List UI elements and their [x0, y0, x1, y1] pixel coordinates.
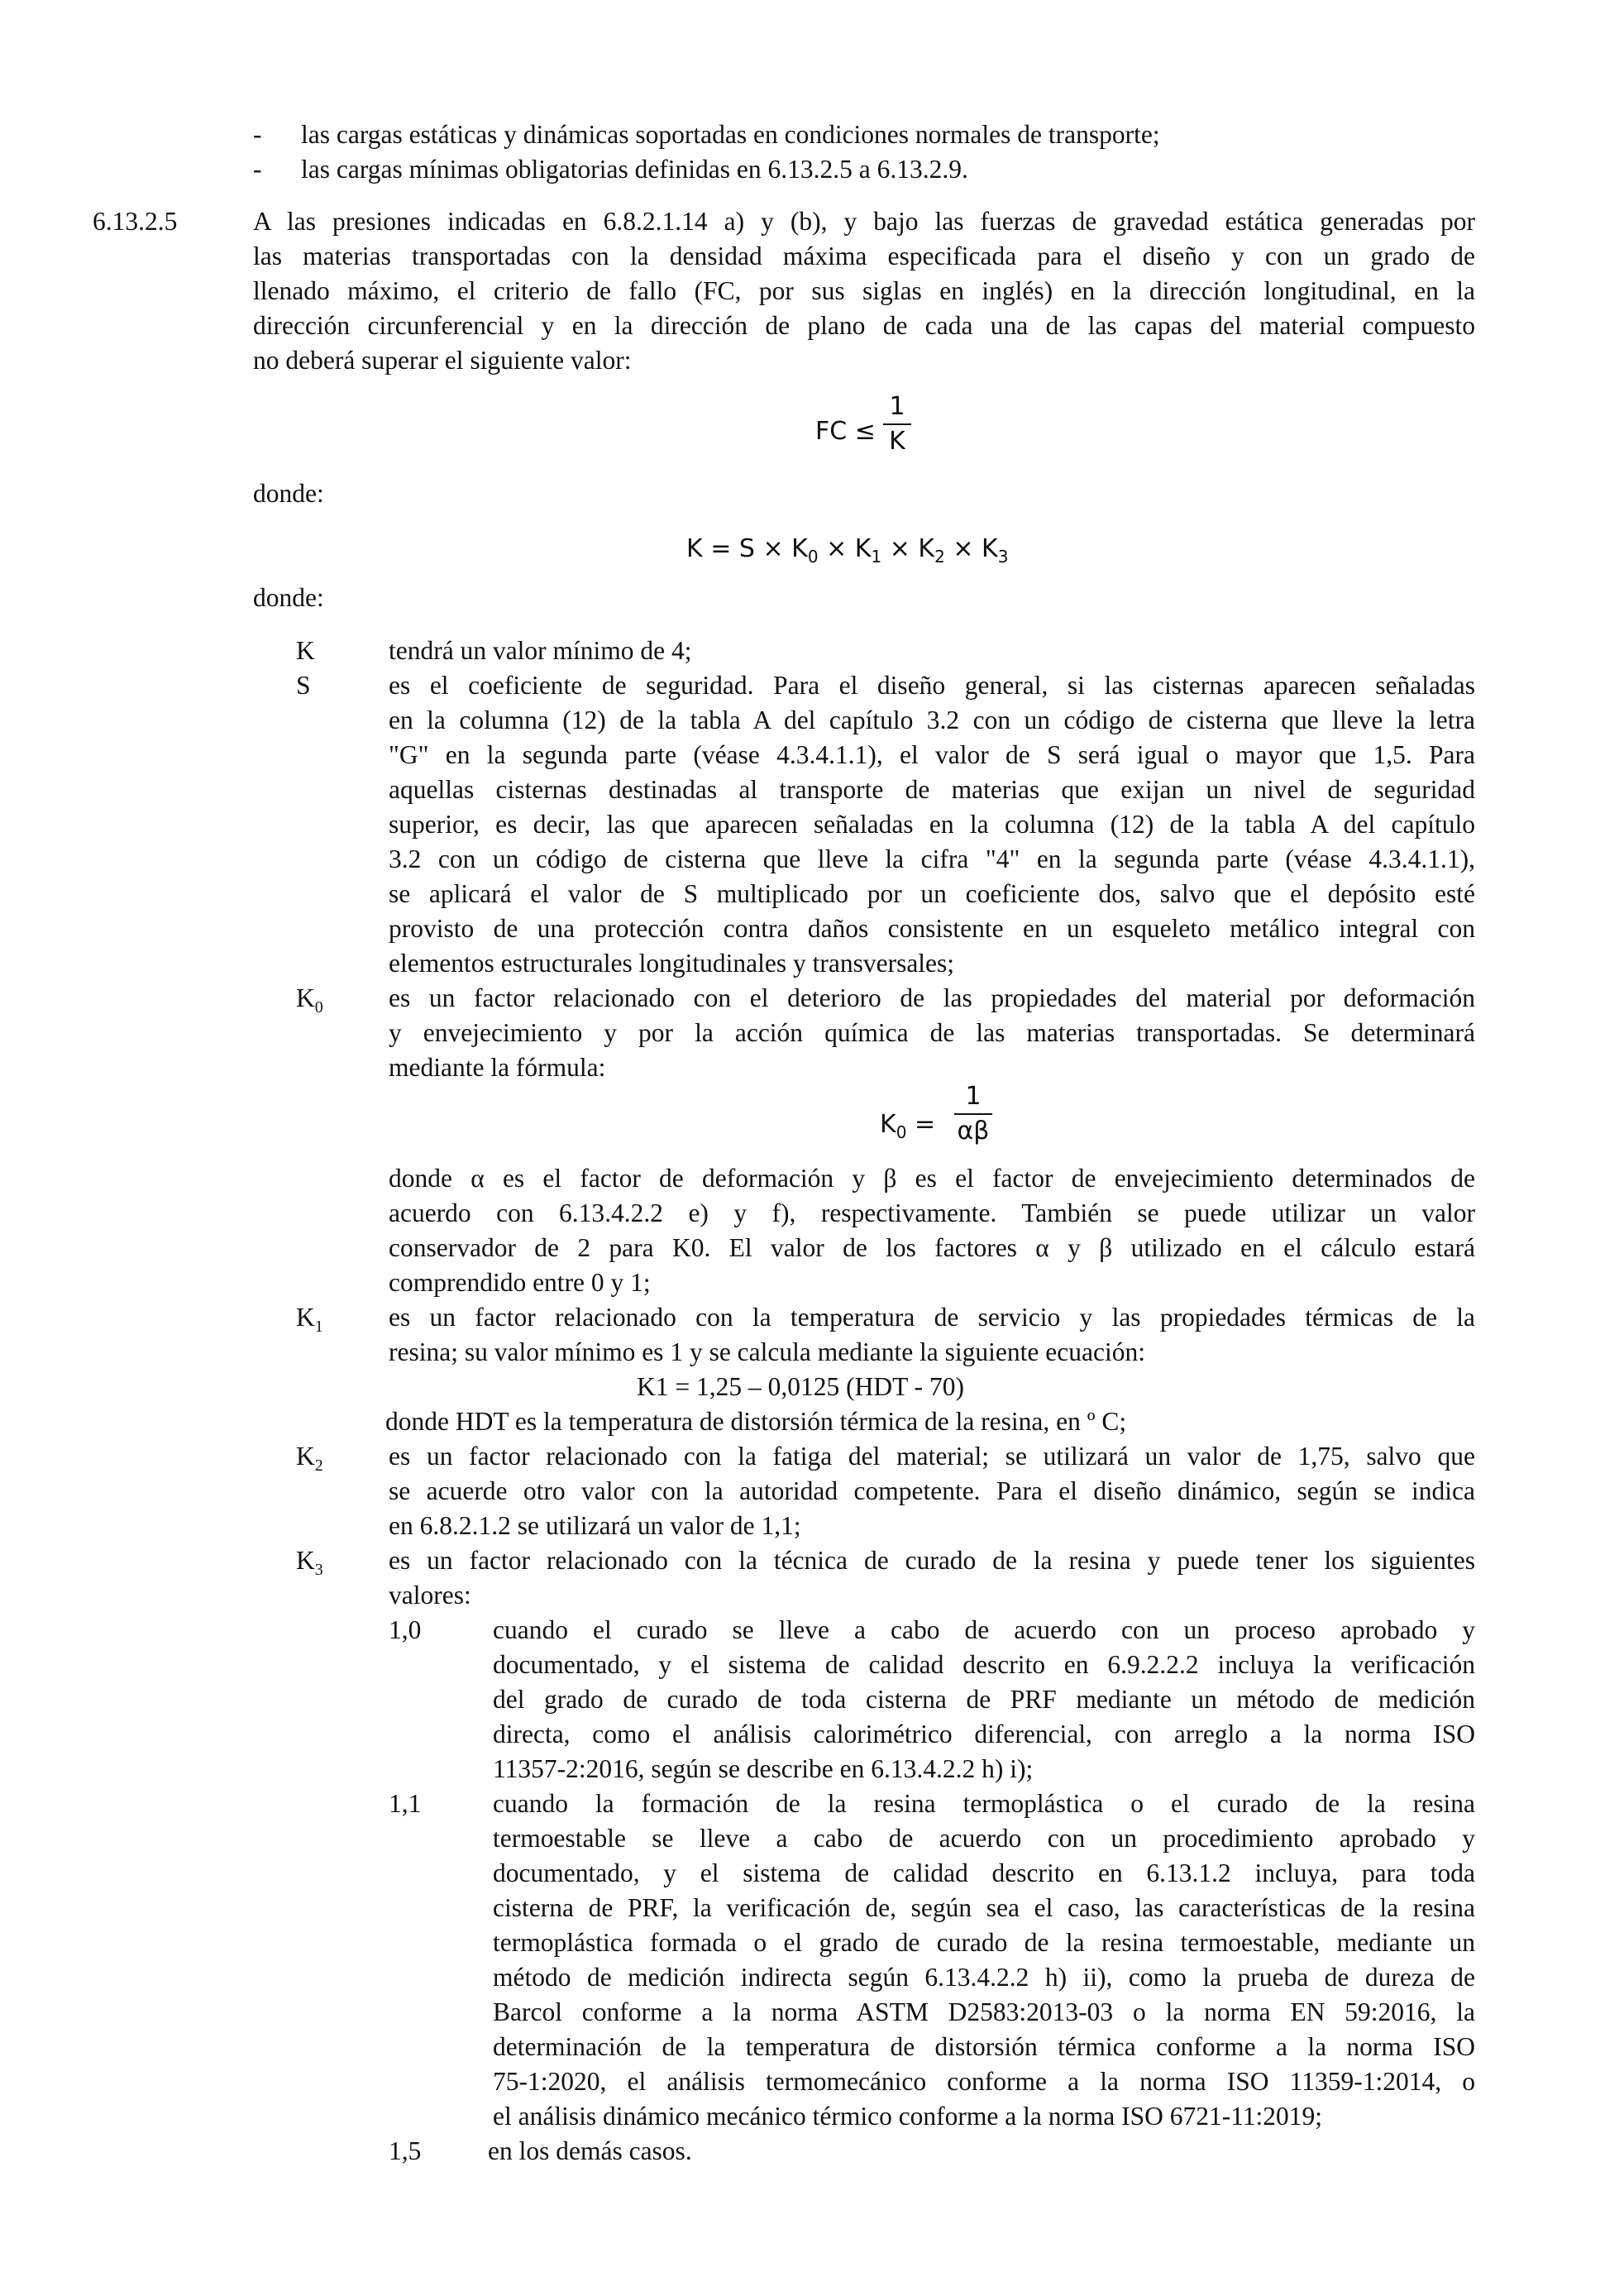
definition-line: mediante la fórmula:	[389, 1053, 606, 1082]
k3-value-line: método de medición indirecta según 6.13.4.2.2 h) ii), como la prueba de dureza de	[493, 1963, 1475, 1992]
formula-fc-lhs: FC ≤	[815, 417, 876, 446]
symbol-k3: $K_3$	[296, 1546, 323, 1579]
k3-value-line: 11357-2:2016, según se describe en 6.13.4.2.2 h) i);	[493, 1754, 1034, 1783]
definition-line: es un factor relacionado con el deterioro de las propiedades del material por deformación	[389, 983, 1475, 1012]
k3-value-line: en los demás casos.	[488, 2136, 692, 2165]
definition-line: resina; su valor mínimo es 1 y se calcula mediante la siguiente ecuación:	[389, 1337, 1145, 1366]
k3-value-line: termoestable se lleve a cabo de acuerdo con un procedimiento aprobado y	[493, 1824, 1475, 1853]
k3-value-line: directa, como el análisis calorimétrico diferencial, con arreglo a la norma ISO	[493, 1720, 1475, 1748]
k1-note: donde HDT es la temperatura de distorsión térmica de la resina, en º C;	[385, 1407, 1127, 1436]
k3-value-line: 75-1:2020, el análisis termomecánico conforme a la norma ISO 11359-1:2014, o	[493, 2067, 1475, 2096]
definition-line: tendrá un valor mínimo de 4;	[389, 636, 692, 665]
definition-line: es un factor relacionado con la técnica de curado de la resina y puede tener los siguientes	[389, 1546, 1475, 1575]
definition-line: acuerdo con 6.13.4.2.2 e) y f), respectivamente. También se puede utilizar un valor	[389, 1198, 1475, 1227]
fraction-numerator: 1	[889, 392, 905, 421]
symbol-k: K	[296, 636, 315, 665]
definition-line: 3.2 con un código de cisterna que lleve la cifra "4" en la segunda parte (véase 4.3.4.1.1),	[389, 844, 1475, 873]
donde-label: donde:	[253, 479, 324, 508]
k3-value-line: el análisis dinámico mecánico térmico conforme a la norma ISO 6721-11:2019;	[493, 2102, 1323, 2131]
formula-k0-fraction	[954, 1082, 992, 1146]
definition-line: conservador de 2 para K0. El valor de los factores α y β utilizado en el cálculo estará	[389, 1233, 1475, 1262]
definition-line: se acuerde otro valor con la autoridad competente. Para el diseño dinámico, según se indica	[389, 1476, 1475, 1505]
k3-value-line: cuando el curado se lleve a cabo de acuerdo con un proceso aprobado y	[493, 1615, 1475, 1644]
formula-fc-fraction	[883, 392, 911, 457]
definition-line: donde α es el factor de deformación y β es el factor de envejecimiento determinados de	[389, 1164, 1475, 1193]
definition-line: se aplicará el valor de S multiplicado por un coeficiente dos, salvo que el depósito esté	[389, 879, 1475, 908]
list-item: las cargas mínimas obligatorias definidas en 6.13.2.5 a 6.13.2.9.	[301, 155, 968, 184]
symbol-k2: $K_2$	[296, 1442, 323, 1475]
k3-value: 1,5	[389, 2136, 422, 2165]
fraction-denominator: αβ	[957, 1117, 990, 1146]
definition-line: elementos estructurales longitudinales y transversales;	[389, 949, 955, 978]
definition-line: valores:	[389, 1581, 471, 1610]
paragraph-line: las materias transportadas con la densidad máxima especificada para el diseño y con un grado de	[253, 242, 1475, 270]
k3-value-line: cuando la formación de la resina termoplástica o el curado de la resina	[493, 1789, 1475, 1818]
list-item: las cargas estáticas y dinámicas soportadas en condiciones normales de transporte;	[301, 120, 1160, 149]
paragraph-line: no deberá superar el siguiente valor:	[253, 346, 632, 375]
k3-value: 1,0	[389, 1615, 422, 1644]
symbol-s: S	[296, 671, 311, 700]
symbol-k0: $K_0$	[296, 983, 323, 1016]
k3-value: 1,1	[389, 1789, 422, 1818]
formula-k: $K = S \times K_0 \times K_1 \times K_2 \times K_3$	[686, 534, 1009, 567]
k1-equation: K1 = 1,25 – 0,0125 (HDT - 70)	[637, 1372, 965, 1401]
k3-value-line: termoplástica formada o el grado de curado de la resina termoestable, mediante un	[493, 1928, 1475, 1957]
k3-value-line: documentado, y el sistema de calidad descrito en 6.13.1.2 incluya, para toda	[493, 1858, 1475, 1887]
paragraph-line: llenado máximo, el criterio de fallo (FC, por sus siglas en inglés) en la dirección longitudinal, en la	[253, 276, 1475, 305]
definition-line: en 6.8.2.1.2 se utilizará un valor de 1,1;	[389, 1511, 801, 1540]
k3-value-line: del grado de curado de toda cisterna de PRF mediante un método de medición	[493, 1685, 1475, 1714]
definition-line: es un factor relacionado con la fatiga del material; se utilizará un valor de 1,75, salvo que	[389, 1442, 1475, 1471]
section-number: 6.13.2.5	[93, 207, 178, 236]
definition-line: "G" en la segunda parte (véase 4.3.4.1.1), el valor de S será igual o mayor que 1,5. Para	[389, 740, 1475, 769]
list-dash: -	[253, 120, 262, 149]
definition-line: en la columna (12) de la tabla A del capítulo 3.2 con un código de cisterna que lleve la letra	[389, 706, 1475, 734]
k3-value-line: cisterna de PRF, la verificación de, según sea el caso, las características de la resina	[493, 1893, 1475, 1922]
donde-label: donde:	[253, 583, 324, 612]
fraction-numerator: 1	[965, 1082, 982, 1111]
definition-line: provisto de una protección contra daños consistente en un esqueleto metálico integral con	[389, 914, 1475, 943]
k3-value-line: determinación de la temperatura de distorsión térmica conforme a la norma ISO	[493, 2032, 1475, 2061]
definition-line: es un factor relacionado con la temperatura de servicio y las propiedades térmicas de la	[389, 1303, 1475, 1332]
definition-line: y envejecimiento y por la acción química de las materias transportadas. Se determinará	[389, 1018, 1475, 1047]
list-dash: -	[253, 155, 262, 184]
k3-value-line: Barcol conforme a la norma ASTM D2583:2013-03 o la norma EN 59:2016, la	[493, 1997, 1475, 2026]
definition-line: es el coeficiente de seguridad. Para el diseño general, si las cisternas aparecen señaladas	[389, 671, 1475, 700]
fraction-denominator: K	[889, 427, 905, 456]
formula-k0-lhs: $K_0$ =	[880, 1110, 936, 1142]
fraction-bar	[883, 423, 911, 425]
definition-line: superior, es decir, las que aparecen señaladas en la columna (12) de la tabla A del capítulo	[389, 810, 1475, 839]
definition-line: aquellas cisternas destinadas al transporte de materias que exijan un nivel de seguridad	[389, 775, 1475, 804]
fraction-bar	[954, 1113, 992, 1115]
paragraph-line: dirección circunferencial y en la dirección de plano de cada una de las capas del material compuesto	[253, 311, 1475, 340]
k3-value-line: documentado, y el sistema de calidad descrito en 6.9.2.2.2 incluya la verificación	[493, 1650, 1475, 1679]
paragraph-line: A las presiones indicadas en 6.8.2.1.14 a) y (b), y bajo las fuerzas de gravedad estática generadas por	[253, 207, 1475, 236]
definition-line: comprendido entre 0 y 1;	[389, 1268, 651, 1297]
symbol-k1: $K_1$	[296, 1303, 323, 1336]
